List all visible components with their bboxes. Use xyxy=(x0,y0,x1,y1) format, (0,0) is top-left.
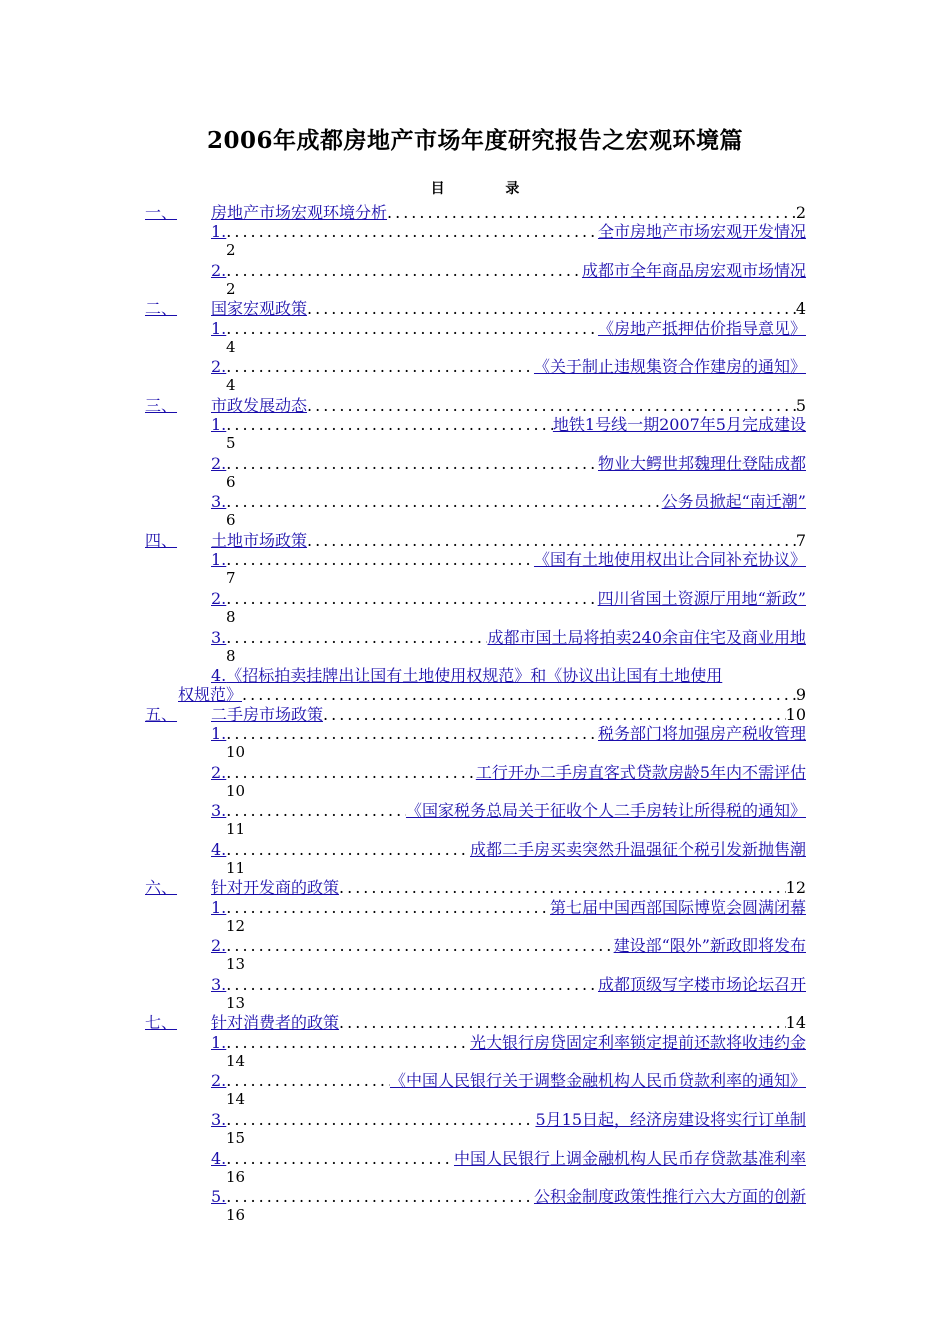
toc-item-entry xyxy=(211,1187,806,1206)
toc-item-link[interactable]: 公务员掀起“南迁潮” xyxy=(661,492,806,512)
toc-page-number: 14 xyxy=(785,1013,806,1033)
toc-leader-dots xyxy=(242,685,796,704)
toc-item-link[interactable]: 建设部“限外”新政即将发布 xyxy=(613,936,806,956)
toc-page-number: 11 xyxy=(226,858,246,877)
toc-item-row xyxy=(0,1033,950,1072)
toc-leader-dots xyxy=(339,878,786,897)
toc-leader-dots xyxy=(226,628,487,647)
toc-section-link[interactable]: 土地市场政策 xyxy=(211,531,308,551)
toc-item-entry xyxy=(211,898,806,917)
toc-page-number: 2 xyxy=(795,203,806,222)
toc-page-number: 4 xyxy=(226,337,236,356)
toc-item-row xyxy=(0,1187,950,1226)
toc-item-number[interactable]: 3. xyxy=(211,627,227,647)
toc-item-link[interactable]: 四川省国土资源厅用地“新政” xyxy=(597,588,806,608)
toc-item-link[interactable]: 物业大鳄世邦魏理仕登陆成都 xyxy=(597,453,806,473)
toc-page-number: 14 xyxy=(226,1051,246,1070)
toc-page-number: 12 xyxy=(785,878,806,898)
toc-page-number: 16 xyxy=(226,1206,246,1225)
toc-leader-dots xyxy=(226,724,598,743)
toc-leader-dots xyxy=(226,801,406,820)
toc-item-entry xyxy=(211,763,806,782)
toc-page-number: 10 xyxy=(226,781,246,800)
toc-item-entry xyxy=(211,261,806,280)
toc-item-number[interactable]: 1. xyxy=(211,222,227,242)
toc-section-entry xyxy=(211,1013,806,1032)
toc-item-entry xyxy=(211,801,806,820)
toc-item-row xyxy=(0,1071,950,1110)
toc-item-link[interactable]: 5月15日起，经济房建设将实行订单制 xyxy=(535,1109,806,1129)
toc-section-row xyxy=(0,299,950,318)
toc-item-number[interactable]: 2. xyxy=(211,357,227,377)
toc-item-link[interactable]: 第七届中国西部国际博览会圆满闭幕 xyxy=(549,897,806,917)
toc-item-link[interactable]: 成都市全年商品房宏观市场情况 xyxy=(581,260,806,280)
toc-item-number[interactable]: 2. xyxy=(211,762,227,782)
toc-page-number: 2 xyxy=(226,279,236,298)
toc-item-link[interactable]: 税务部门将加强房产税收管理 xyxy=(597,724,806,744)
toc-leader-dots xyxy=(226,454,598,473)
toc-item-row xyxy=(0,222,950,261)
toc-item-row xyxy=(0,666,950,705)
toc-section-link[interactable]: 针对开发商的政策 xyxy=(211,878,340,898)
toc-leader-dots xyxy=(226,898,550,917)
toc-item-entry xyxy=(211,589,806,608)
toc-page-number: 15 xyxy=(226,1128,246,1147)
toc-leader-dots xyxy=(226,319,598,338)
toc-section-entry xyxy=(211,396,806,415)
toc-page-number: 10 xyxy=(785,704,806,724)
toc-item-row xyxy=(0,261,950,300)
toc-leader-dots xyxy=(323,705,786,724)
toc-section-row xyxy=(0,203,950,222)
toc-page-number: 6 xyxy=(226,511,236,530)
toc-leader-dots xyxy=(307,299,796,318)
toc-section-link[interactable]: 国家宏观政策 xyxy=(211,299,308,319)
toc-item-number[interactable]: 4. xyxy=(211,839,227,859)
toc-section-link[interactable]: 针对消费者的政策 xyxy=(211,1013,340,1033)
toc-leader-dots xyxy=(226,222,598,241)
toc-page-number: 14 xyxy=(226,1090,246,1109)
toc-item-row xyxy=(0,1110,950,1149)
toc-item-row xyxy=(0,589,950,628)
toc-item-row xyxy=(0,628,950,667)
toc-item-link[interactable]: 《招标拍卖挂牌出让国有土地使用权规范》和《协议出让国有土地使用 xyxy=(226,666,723,686)
toc-page-number: 8 xyxy=(226,607,236,626)
toc-page-number: 13 xyxy=(226,993,246,1012)
toc-item-link[interactable]: 成都顶级写字楼市场论坛召开 xyxy=(597,974,806,994)
toc-item-link[interactable]: 《房地产抵押估价指导意见》 xyxy=(597,318,806,338)
toc-item-number[interactable]: 1. xyxy=(211,897,227,917)
toc-item-entry xyxy=(211,454,806,473)
toc-section-number[interactable]: 二、 xyxy=(145,299,178,319)
toc-item-row xyxy=(0,975,950,1014)
toc-section-entry xyxy=(211,878,806,897)
toc-item-row xyxy=(0,763,950,802)
toc-item-row xyxy=(0,415,950,454)
toc-item-number[interactable]: 4. xyxy=(211,666,227,686)
toc-page-number: 4 xyxy=(795,299,806,319)
toc-item-link[interactable]: 《关于制止违规集资合作建房的通知》 xyxy=(533,357,806,377)
toc-item-number[interactable]: 1. xyxy=(211,318,227,338)
toc-item-continuation xyxy=(178,685,806,704)
toc-page-number: 11 xyxy=(226,820,246,839)
toc-item-link[interactable]: 中国人民银行上调金融机构人民币存贷款基准利率 xyxy=(453,1148,806,1168)
document-title: 2006年成都房地产市场年度研究报告之宏观环境篇 xyxy=(206,127,743,154)
toc-item-row xyxy=(0,454,950,493)
toc-section-entry xyxy=(211,705,806,724)
toc-item-number[interactable]: 2. xyxy=(211,453,227,473)
toc-item-entry xyxy=(211,550,806,569)
toc-section-number[interactable]: 五、 xyxy=(145,704,178,724)
toc-page-number: 9 xyxy=(795,685,806,705)
toc-item-link[interactable]: 全市房地产市场宏观开发情况 xyxy=(597,222,806,242)
toc-item-entry xyxy=(211,936,806,955)
toc-section-entry xyxy=(211,203,806,222)
toc-section-link[interactable]: 二手房市场政策 xyxy=(211,704,324,724)
toc-section-number[interactable]: 一、 xyxy=(145,203,178,222)
toc-leader-dots xyxy=(226,1033,470,1052)
toc-item-link[interactable]: 工行开办二手房直客式贷款房龄5年内不需评估 xyxy=(475,762,806,782)
toc-section-entry xyxy=(211,531,806,550)
toc-item-entry xyxy=(211,628,806,647)
toc-item-number[interactable]: 1. xyxy=(211,1032,227,1052)
toc-item-link[interactable]: 公积金制度政策性推行六大方面的创新 xyxy=(533,1187,806,1207)
toc-leader-dots xyxy=(226,936,613,955)
toc-item-number[interactable]: 1. xyxy=(211,724,227,744)
toc-item-row xyxy=(0,550,950,589)
toc-item-number[interactable]: 2. xyxy=(211,1071,227,1091)
table-of-contents xyxy=(0,203,950,1226)
toc-item-entry xyxy=(211,975,806,994)
toc-leader-dots xyxy=(226,1110,535,1129)
toc-page-number: 4 xyxy=(226,376,236,395)
toc-leader-dots xyxy=(387,203,796,222)
toc-section-number[interactable]: 七、 xyxy=(145,1013,178,1033)
toc-item-entry xyxy=(211,222,806,241)
toc-item-link[interactable]: 《中国人民银行关于调整金融机构人民币贷款利率的通知》 xyxy=(389,1071,806,1091)
toc-item-entry xyxy=(211,840,806,859)
toc-leader-dots xyxy=(226,1149,454,1168)
toc-section-row xyxy=(0,531,950,550)
toc-item-row xyxy=(0,801,950,840)
toc-item-number[interactable]: 4. xyxy=(211,1148,227,1168)
toc-page-number: 5 xyxy=(226,434,236,453)
toc-section-row xyxy=(0,1013,950,1032)
toc-leader-dots xyxy=(226,840,470,859)
toc-item-number[interactable]: 3. xyxy=(211,801,227,821)
toc-section-row xyxy=(0,396,950,415)
toc-section-link[interactable]: 房地产市场宏观环境分析 xyxy=(211,203,388,222)
toc-item-row xyxy=(0,936,950,975)
toc-leader-dots xyxy=(226,589,597,608)
toc-item-number[interactable]: 2. xyxy=(211,588,227,608)
toc-leader-dots xyxy=(339,1013,786,1032)
toc-item-number[interactable]: 3. xyxy=(211,1109,227,1129)
toc-item-link[interactable]: 地铁1号线一期2007年5月完成建设 xyxy=(552,415,806,435)
toc-item-row xyxy=(0,1149,950,1188)
toc-item-number[interactable]: 5. xyxy=(211,1187,227,1207)
toc-page-number: 12 xyxy=(226,916,246,935)
toc-page-number: 16 xyxy=(226,1167,246,1186)
toc-page-number: 7 xyxy=(226,569,236,588)
toc-leader-dots xyxy=(226,1187,534,1206)
toc-leader-dots xyxy=(226,550,534,569)
toc-section-row xyxy=(0,878,950,897)
toc-item-entry xyxy=(211,319,806,338)
toc-item-entry xyxy=(211,1071,806,1090)
toc-leader-dots xyxy=(226,763,476,782)
toc-item-link[interactable]: 光大银行房贷固定利率锁定提前还款将收违约金 xyxy=(469,1032,806,1052)
toc-item-number[interactable]: 3. xyxy=(211,492,227,512)
toc-section-entry xyxy=(211,299,806,318)
toc-leader-dots xyxy=(226,1071,390,1090)
toc-item-number[interactable]: 1. xyxy=(211,415,227,435)
toc-section-number[interactable]: 六、 xyxy=(145,878,178,898)
toc-item-link[interactable]: 《国有土地使用权出让合同补充协议》 xyxy=(533,550,806,570)
toc-section-row xyxy=(0,705,950,724)
toc-page-number: 13 xyxy=(226,955,246,974)
toc-page-number: 6 xyxy=(226,472,236,491)
toc-item-row xyxy=(0,840,950,879)
toc-item-entry xyxy=(211,357,806,376)
toc-item-row xyxy=(0,319,950,358)
toc-item-entry xyxy=(211,492,806,511)
toc-page-number: 7 xyxy=(795,531,806,551)
toc-item-entry xyxy=(211,724,806,743)
toc-item-entry xyxy=(211,1033,806,1052)
toc-item-row xyxy=(0,898,950,937)
toc-item-entry xyxy=(211,1110,806,1129)
toc-item-entry xyxy=(211,666,806,685)
toc-item-link-cont[interactable]: 权规范》 xyxy=(178,685,243,705)
toc-page-number: 5 xyxy=(795,395,806,415)
toc-item-number[interactable]: 2. xyxy=(211,260,227,280)
toc-item-row xyxy=(0,492,950,531)
toc-page-number: 8 xyxy=(226,646,236,665)
toc-leader-dots xyxy=(226,975,598,994)
toc-section-link[interactable]: 市政发展动态 xyxy=(211,395,308,415)
toc-item-row xyxy=(0,357,950,396)
toc-section-number[interactable]: 四、 xyxy=(145,531,178,551)
toc-item-link[interactable]: 《国家税务总局关于征收个人二手房转让所得税的通知》 xyxy=(405,801,806,821)
toc-heading: 目 录 xyxy=(430,181,548,197)
toc-item-number[interactable]: 3. xyxy=(211,974,227,994)
toc-page-number: 2 xyxy=(226,241,236,260)
toc-leader-dots xyxy=(307,396,796,415)
toc-page-number: 10 xyxy=(226,743,246,762)
toc-leader-dots xyxy=(226,261,582,280)
toc-item-entry xyxy=(211,1149,806,1168)
toc-leader-dots xyxy=(226,492,661,511)
toc-item-number[interactable]: 1. xyxy=(211,550,227,570)
toc-item-entry xyxy=(211,415,806,434)
toc-item-link[interactable]: 成都市国土局将拍卖240余亩住宅及商业用地 xyxy=(487,627,806,647)
toc-leader-dots xyxy=(307,531,796,550)
toc-leader-dots xyxy=(226,415,553,434)
toc-leader-dots xyxy=(226,357,534,376)
toc-item-link[interactable]: 成都二手房买卖突然升温强征个税引发新抛售潮 xyxy=(469,839,806,859)
toc-item-number[interactable]: 2. xyxy=(211,936,227,956)
toc-section-number[interactable]: 三、 xyxy=(145,395,178,415)
toc-item-row xyxy=(0,724,950,763)
